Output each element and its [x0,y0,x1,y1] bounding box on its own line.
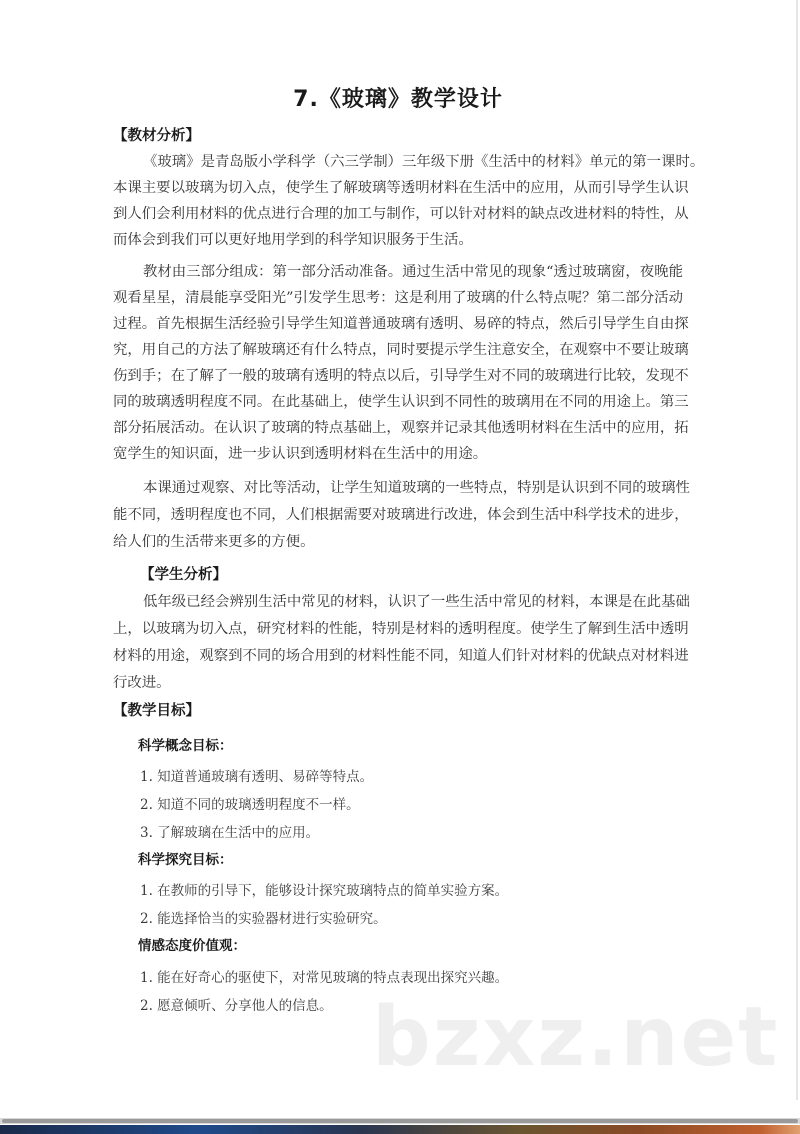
paragraph-line: 《玻璃》是青岛版小学科学（六三学制）三年级下册《生活中的材料》单元的第一课时。 [143,154,705,170]
paragraph-line: 过程。首先根据生活经验引导学生知道普通玻璃有透明、易碎的特点，然后引导学生自由探 [113,316,689,332]
goal-item: 2. 知道不同的玻璃透明程度不一样。 [140,797,360,813]
page-right-border [796,0,798,1100]
paragraph-line: 本课通过观察、对比等活动，让学生知道玻璃的一些特点，特别是认识到不同的玻璃性 [143,480,690,496]
paragraph-line: 观看星星，清晨能享受阳光”引发学生思考：这是利用了玻璃的什么特点呢？第二部分活动 [113,290,683,306]
paragraph-line: 到人们会利用材料的优点进行合理的加工与制作，可以针对材料的缺点改进材料的特性，从 [113,206,689,222]
document-title: 7.《玻璃》教学设计 [293,87,503,112]
paragraph-line: 究，用自己的方法了解玻璃还有什么特点，同时要提示学生注意安全，在观察中不要让玻璃 [113,342,689,358]
section-heading-student-analysis: 【学生分析】 [140,567,227,583]
goal-item: 1. 知道普通玻璃有透明、易碎等特点。 [140,769,374,785]
paragraph-line: 材料的用途，观察到不同的场合用到的材料性能不同，知道人们针对材料的优缺点对材料进 [113,648,689,664]
goal-item: 1. 在教师的引导下，能够设计探究玻璃特点的简单实验方案。 [140,883,509,899]
paragraph-line: 而体会到我们可以更好地用学到的科学知识服务于生活。 [113,232,473,248]
desktop-background-strip [0,1125,800,1134]
subheading-inquiry-goals: 科学探究目标： [138,852,233,868]
section-heading-teaching-goals: 【教学目标】 [113,703,200,719]
goal-item: 2. 能选择恰当的实验器材进行实验研究。 [140,911,387,927]
paragraph-line: 宽学生的知识面，进一步认识到透明材料在生活中的用途。 [113,446,488,462]
subheading-attitude-goals: 情感态度价值观： [138,938,246,954]
section-heading-textbook-analysis: 【教材分析】 [113,128,200,144]
paragraph-line: 部分拓展活动。在认识了玻璃的特点基础上，观察并记录其他透明材料在生活中的应用，拓 [113,420,689,436]
paragraph-line: 能不同，透明程度也不同，人们根据需要对玻璃进行改进，体会到生活中科学技术的进步， [113,507,689,523]
paragraph-line: 伤到手；在了解了一般的玻璃有透明的特点以后，引导学生对不同的玻璃进行比较，发现不 [113,368,689,384]
paragraph-line: 上，以玻璃为切入点，研究材料的性能，特别是材料的透明程度。使学生了解到生活中透明 [113,621,689,637]
paragraph-line: 低年级已经会辨别生活中常见的材料，认识了一些生活中常见的材料，本课是在此基础 [143,594,690,610]
paragraph-line: 教材由三部分组成：第一部分活动准备。通过生活中常见的现象“透过玻璃窗，夜晚能 [143,264,683,280]
paragraph-line: 行改进。 [113,675,171,691]
paragraph-line: 本课主要以玻璃为切入点，使学生了解玻璃等透明材料在生活中的应用，从而引导学生认识 [113,180,689,196]
goal-item: 1. 能在好奇心的驱使下，对常见玻璃的特点表现出探究兴趣。 [140,970,509,986]
goal-item: 3. 了解玻璃在生活中的应用。 [140,825,320,841]
horizontal-scrollbar-thumb[interactable] [2,1119,798,1123]
goal-item: 2. 愿意倾听、分享他人的信息。 [140,998,333,1014]
subheading-concept-goals: 科学概念目标： [138,738,233,754]
watermark: bzxz.net [372,990,780,1085]
paragraph-line: 同的玻璃透明程度不同。在此基础上，使学生认识到不同性的玻璃用在不同的用途上。第三 [113,394,689,410]
paragraph-line: 给人们的生活带来更多的方便。 [113,534,315,550]
